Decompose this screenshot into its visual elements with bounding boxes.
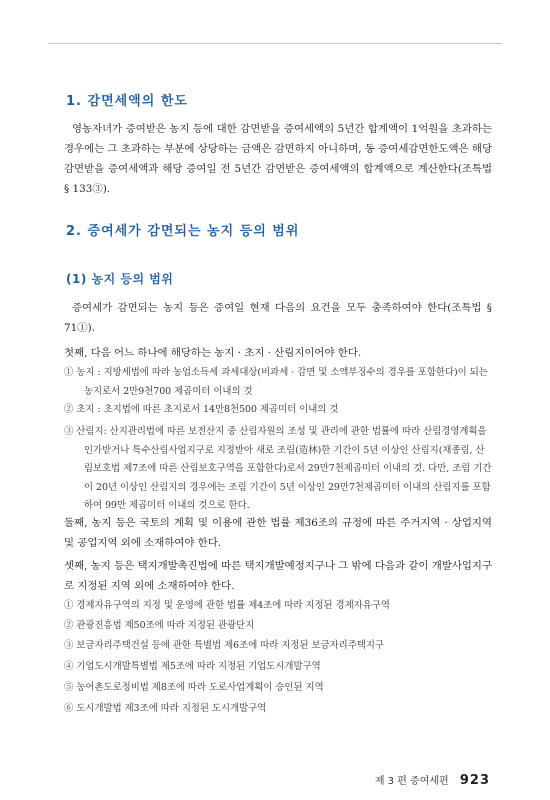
section1-heading: 1. 감면세액의 한도 — [66, 94, 188, 109]
page-number: 923 — [459, 773, 490, 788]
condition-second: 둘째, 농지 등은 국토의 계획 및 이용에 관한 법률 제36조의 규정에 따른 주거지역 · 상업지역 및 공업지역 외에 소재하여야 한다. — [64, 517, 492, 549]
list-item: ② 초지 : 초지법에 따른 초지로서 14만8천500 제곱미터 이내의 것 — [64, 404, 339, 415]
list-item: ④ 기업도시개발특별법 제5조에 따라 지정된 기업도시개발구역 — [64, 661, 321, 672]
list-item: ① 경제자유구역의 지정 및 운영에 관한 법률 제4조에 따라 지정된 경제자유구역 — [64, 600, 390, 611]
list-item: ② 관광진흥법 제50조에 따라 지정된 관광단지 — [64, 620, 255, 631]
section2-heading: 2. 증여세가 감면되는 농지 등의 범위 — [66, 224, 300, 239]
condition-first: 첫째, 다음 어느 하나에 해당하는 농지 · 초지 · 산림지이어야 한다. — [64, 347, 362, 359]
list-item: ③ 산림지: 산지관리법에 따른 보전산지 중 산림자원의 조성 및 관리에 관한 법률에 따라 산림경영계획을 인가받거나 특수산림사업지구로 지정받아 새로 조림(造林)한 기간이 5년 이상인 산림지(채종림, 산림보호법 제7조에 따른 산림보호구역을 포함한다)로서 29만7천제곱미터 이내의 것. 다만, 조림 기간이 20년 이상인 산림지의 경우에는 조림 기간이 5년 이상인 29만7천제곱미터 이내의 산림지를 포함하여 99만 제곱미터 이내의 것으로 한다. — [64, 426, 492, 511]
subsection-intro: 증여세가 감면되는 농지 등은 증여일 현재 다음의 요건을 모두 충족하여야 한다(조특법 § 71①). — [64, 302, 492, 334]
condition-third: 셋째, 농지 등은 택지개발촉진법에 따른 택지개발예정지구나 그 밖에 다음과 같이 개발사업지구로 지정된 지역 외에 소재하여야 한다. — [64, 560, 492, 592]
page-footer — [375, 772, 490, 788]
section1-paragraph: 영농자녀가 증여받은 농지 등에 대한 감면받을 증여세액의 5년간 합계액이 1억원을 초과하는 경우에는 그 초과하는 부분에 상당하는 금액은 감면하지 아니하며, 동 증여세감면한도액은 해당 감면받을 증여세액과 해당 증여일 전 5년간 감면받은 증여세액의 합계액으로 계산한다(조특법 § 133③). — [64, 123, 492, 195]
list-item: ③ 보금자리주택건설 등에 관한 특별법 제6조에 따라 지정된 보금자리주택지구 — [64, 640, 384, 651]
footer-part-label: 제 3 편 증여세편 — [374, 776, 449, 787]
subsection-heading: (1) 농지 등의 범위 — [66, 272, 174, 286]
list-item: ⑥ 도시개발법 제3조에 따라 지정된 도시개발구역 — [64, 703, 267, 714]
list-item: ① 농지 : 지방세법에 따라 농업소득세 과세대상(비과세 · 감면 및 소액부징수의 경우를 포함한다)이 되는 농지로서 2만9천700 제곱미터 이내의 것 — [64, 367, 488, 397]
top-divider — [48, 43, 502, 44]
list-item: ⑤ 농어촌도로정비법 제8조에 따라 도로사업계획이 승인된 지역 — [64, 682, 324, 693]
